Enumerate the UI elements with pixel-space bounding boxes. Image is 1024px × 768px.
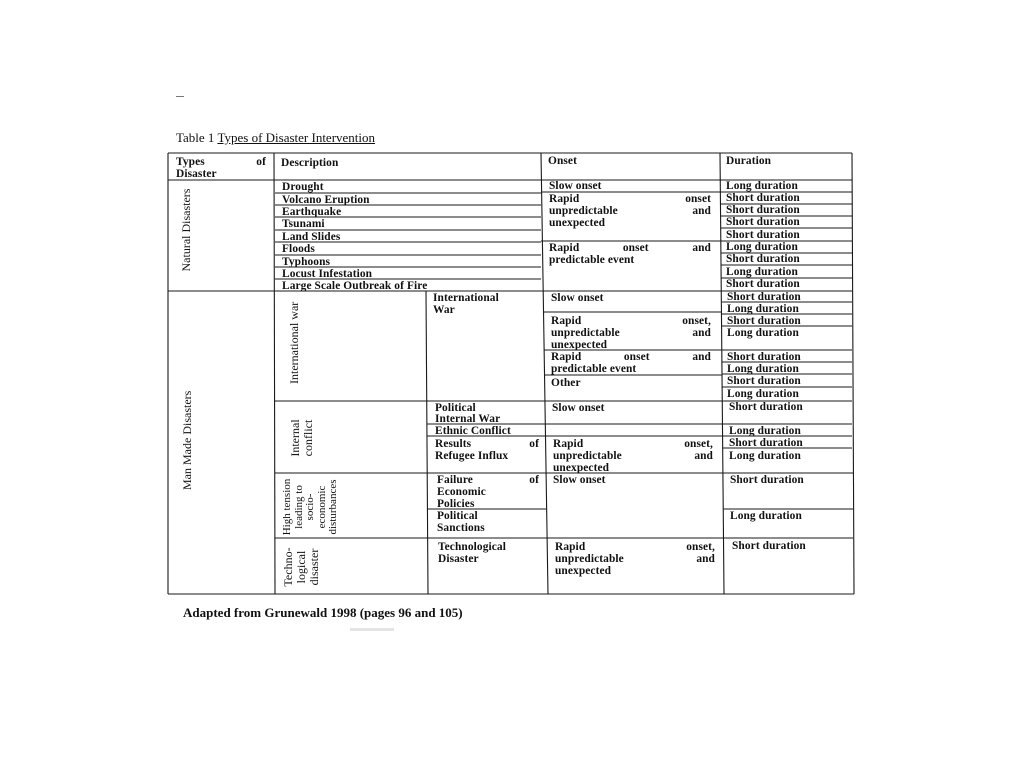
high-tension-description: Political xyxy=(437,510,478,522)
high-tension-description-line2: Economic xyxy=(437,486,486,498)
high-tension-duration: Short duration xyxy=(730,474,804,486)
high-tension-onset: Slow onset xyxy=(553,474,606,486)
natural-onset-slow: Slow onset xyxy=(549,180,602,192)
techno-description: Technological xyxy=(438,541,506,553)
header-types-line2: Disaster xyxy=(176,168,217,180)
techno-onset: Rapid onset, xyxy=(555,541,715,553)
internal-description: Results of xyxy=(435,438,539,450)
techno-onset-line3: unexpected xyxy=(555,565,612,577)
header-types: Types of xyxy=(176,156,266,168)
natural-duration: Short duration xyxy=(726,204,800,216)
caption-title: Types of Disaster Intervention xyxy=(217,130,376,145)
natural-description: Volcano Eruption xyxy=(282,194,370,206)
group-internal-conflict: Internal conflict xyxy=(288,419,315,457)
natural-duration: Long duration xyxy=(726,180,798,192)
group-technological: Techno- logical disaster xyxy=(281,547,321,587)
natural-duration: Long duration xyxy=(726,266,798,278)
high-tension-description-line3: Policies xyxy=(437,498,475,510)
high-tension-description: Failure of xyxy=(437,474,539,486)
natural-onset-predictable-line2: predictable event xyxy=(549,254,635,266)
natural-description: Typhoons xyxy=(282,256,331,268)
intl-onset-rapid-line3: unexpected xyxy=(551,339,608,351)
natural-duration: Short duration xyxy=(726,192,800,204)
intl-duration: Long duration xyxy=(727,388,799,400)
techno-description-line2: Disaster xyxy=(438,553,479,565)
natural-description: Locust Infestation xyxy=(282,268,373,280)
natural-onset-rapid-line3: unexpected xyxy=(549,217,606,229)
internal-onset-rapid-line3: unexpected xyxy=(553,462,610,474)
internal-duration: Long duration xyxy=(729,450,801,462)
group-high-tension: High tension leading to socio- economic disturbances xyxy=(281,478,339,536)
intl-duration: Long duration xyxy=(727,363,799,375)
intl-duration: Short duration xyxy=(727,375,801,387)
natural-description: Large Scale Outbreak of Fire xyxy=(282,280,428,292)
group-man-made-disasters: Man Made Disasters xyxy=(180,390,194,490)
intl-duration: Long duration xyxy=(727,327,799,339)
internal-description-line2: Refugee Influx xyxy=(435,450,509,462)
intl-onset-rapid: Rapid onset, xyxy=(551,315,711,327)
caption-prefix: Table 1 xyxy=(176,130,218,145)
techno-onset-line2: unpredictable and xyxy=(555,553,715,565)
intl-onset-other: Other xyxy=(551,377,581,389)
natural-description: Tsunami xyxy=(282,218,325,230)
intl-onset-predictable: Rapid onset and xyxy=(551,351,711,363)
intl-onset-predictable-line2: predictable event xyxy=(551,363,637,375)
internal-description: Ethnic Conflict xyxy=(435,425,511,437)
internal-onset-rapid: Rapid onset, xyxy=(553,438,713,450)
header-onset: Onset xyxy=(548,155,577,167)
table-source-note: Adapted from Grunewald 1998 (pages 96 and 105) xyxy=(183,605,463,620)
internal-description: Political xyxy=(435,402,476,414)
natural-description: Land Slides xyxy=(282,231,341,243)
intl-duration: Long duration xyxy=(727,303,799,315)
high-tension-duration: Long duration xyxy=(730,510,802,522)
techno-duration: Short duration xyxy=(732,540,806,552)
high-tension-description-line2: Sanctions xyxy=(437,522,485,534)
natural-onset-rapid: Rapid onset xyxy=(549,193,711,205)
intl-duration: Short duration xyxy=(727,291,801,303)
intl-onset-slow: Slow onset xyxy=(551,292,604,304)
intl-war-description: International xyxy=(433,292,499,304)
internal-description-line2: Internal War xyxy=(435,413,501,425)
natural-description: Earthquake xyxy=(282,206,342,218)
natural-duration: Short duration xyxy=(726,216,800,228)
header-duration: Duration xyxy=(726,155,772,167)
intl-onset-rapid-line2: unpredictable and xyxy=(551,327,711,339)
group-natural-disasters: Natural Disasters xyxy=(179,188,193,272)
intl-war-description-line2: War xyxy=(433,304,455,316)
intl-duration: Short duration xyxy=(727,351,801,363)
internal-duration: Short duration xyxy=(729,401,803,413)
natural-duration: Short duration xyxy=(726,229,800,241)
natural-onset-predictable: Rapid onset and xyxy=(549,242,711,254)
header-description: Description xyxy=(281,157,339,169)
natural-description: Floods xyxy=(282,243,315,255)
internal-onset-slow: Slow onset xyxy=(552,402,605,414)
natural-duration: Long duration xyxy=(726,241,798,253)
internal-duration: Short duration xyxy=(729,437,803,449)
internal-duration: Long duration xyxy=(729,425,801,437)
group-international-war: International war xyxy=(287,301,301,384)
natural-description: Drought xyxy=(282,181,324,193)
natural-onset-rapid-line2: unpredictable and xyxy=(549,205,711,217)
natural-duration: Short duration xyxy=(726,253,800,265)
natural-duration: Short duration xyxy=(726,278,800,290)
scan-smudge xyxy=(350,628,394,631)
intl-duration: Short duration xyxy=(727,315,801,327)
internal-onset-rapid-line2: unpredictable and xyxy=(553,450,713,462)
